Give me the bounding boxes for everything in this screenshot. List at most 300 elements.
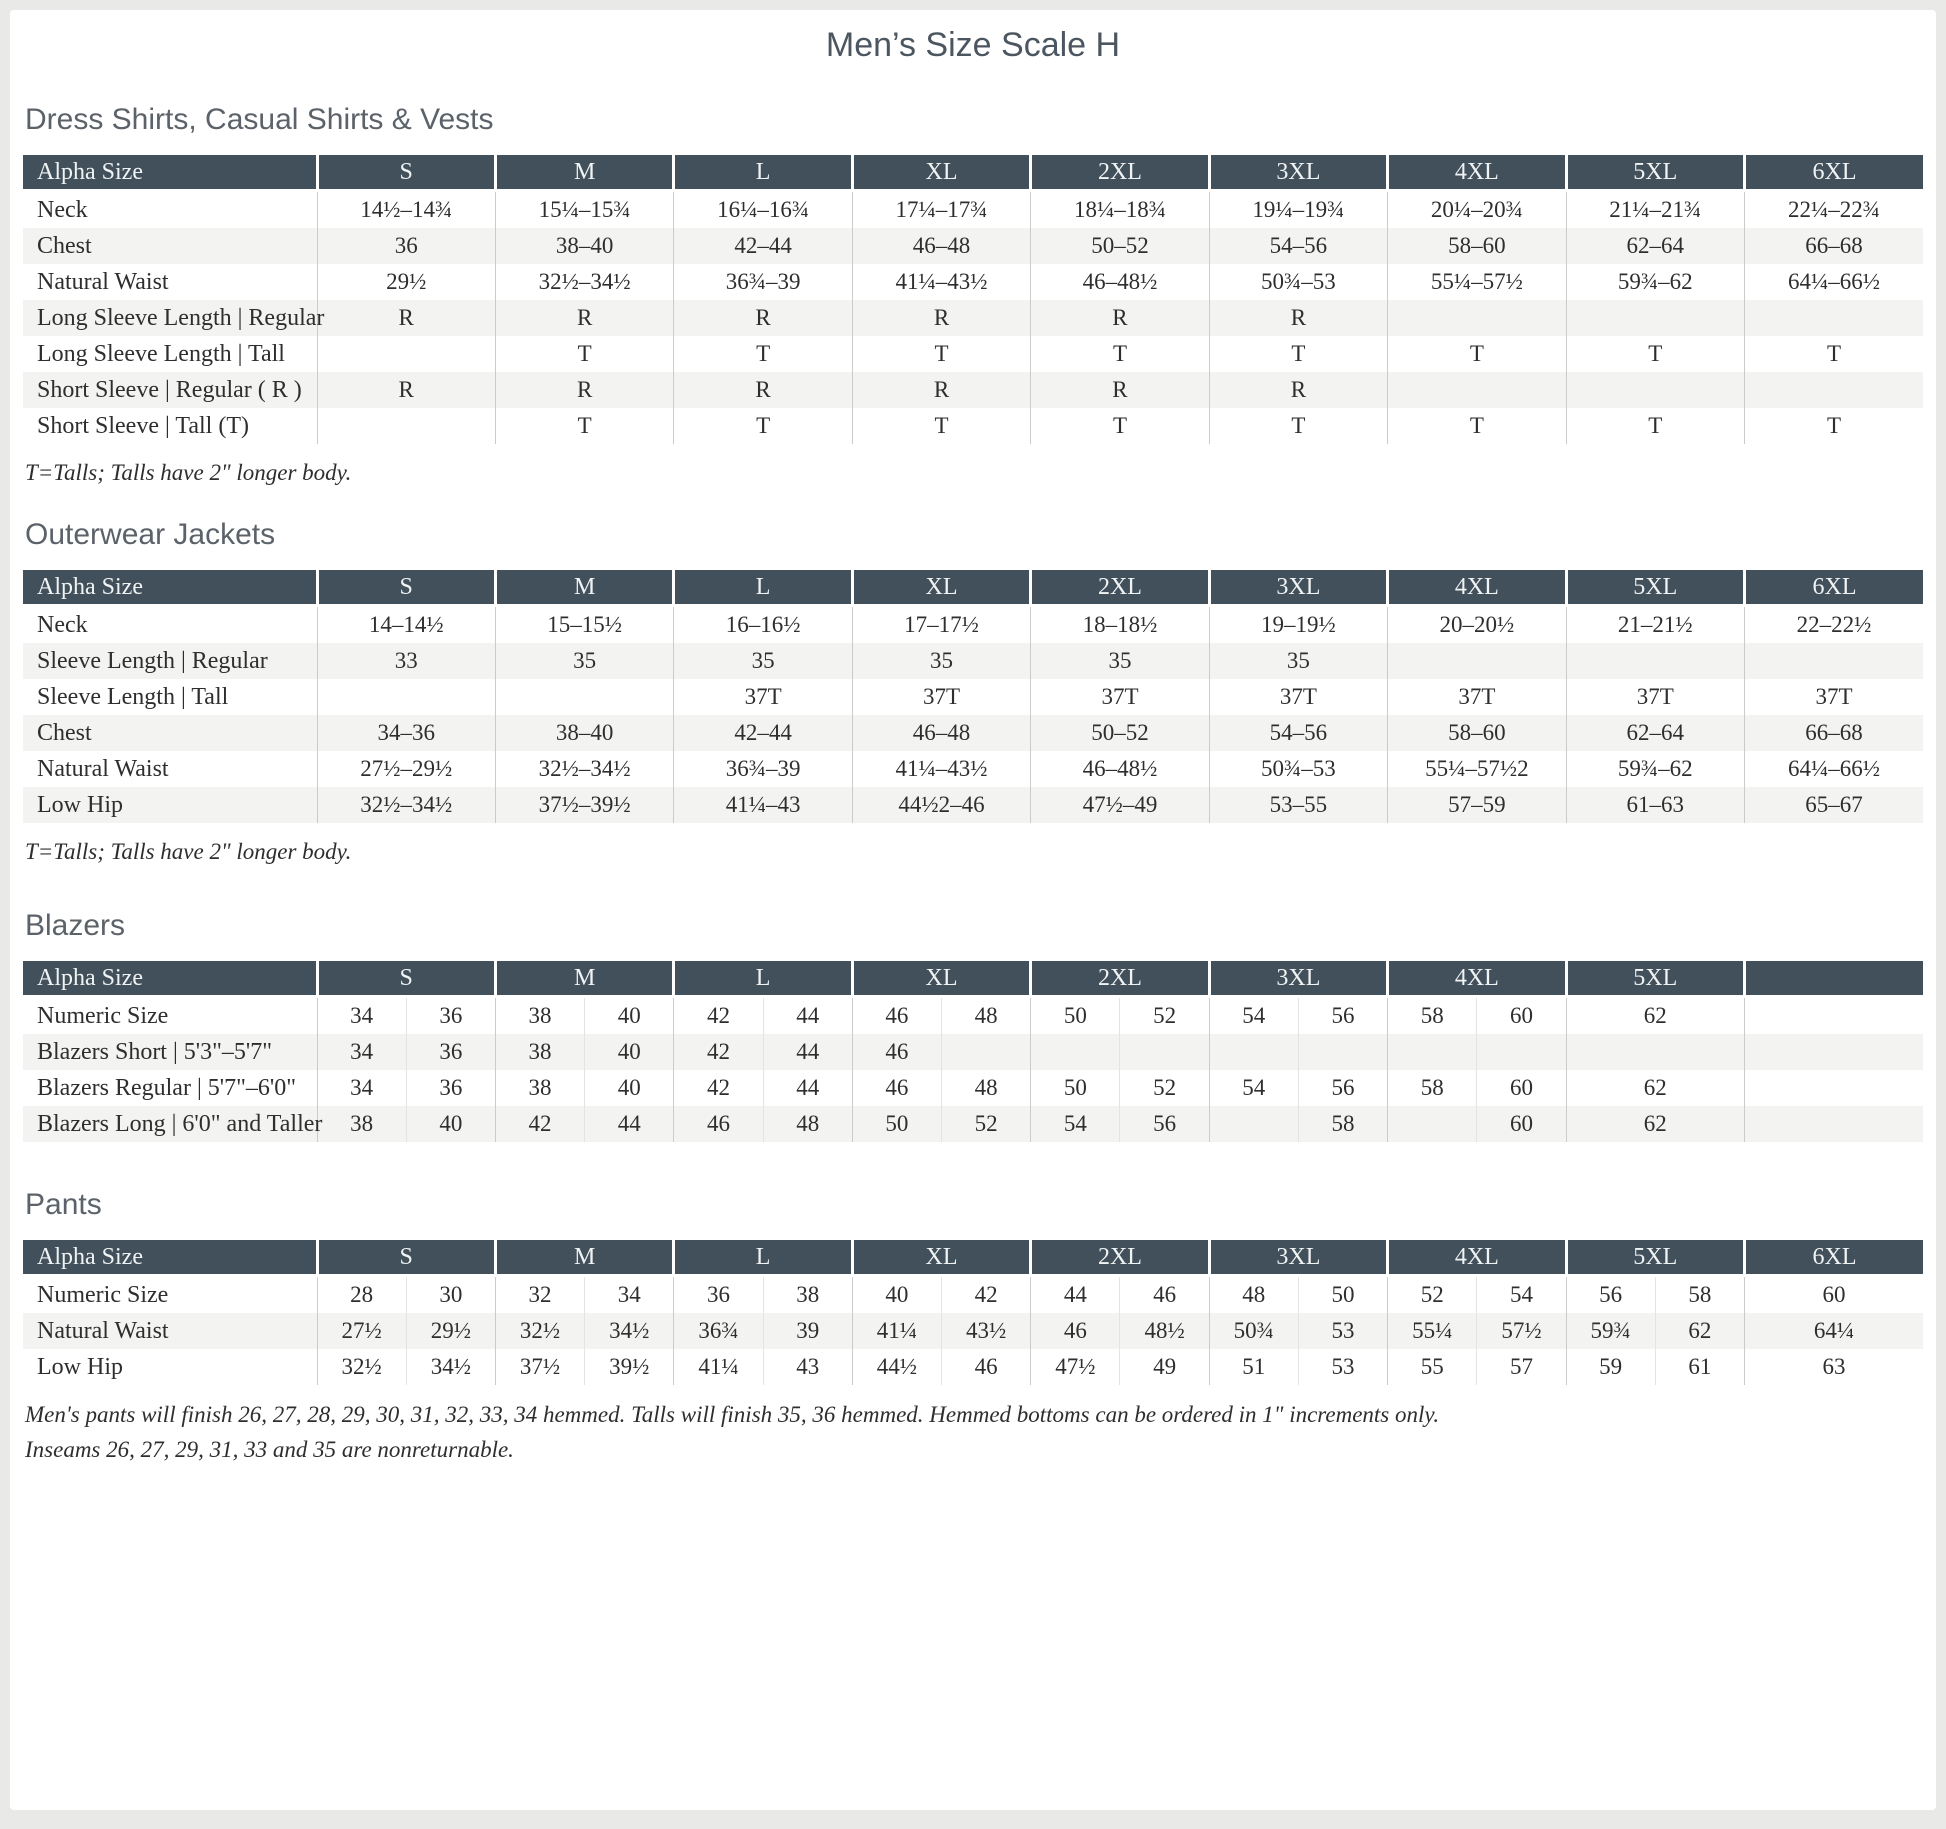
size-cell: 35 [1209,643,1387,679]
size-cell: 57½ [1477,1313,1566,1349]
pants-footnotes [23,1399,1923,1465]
size-cell: T [1209,336,1387,372]
size-cell: 52 [1120,997,1209,1035]
size-cell: 62 [1566,997,1744,1035]
column-header: 5XL [1566,570,1744,606]
size-cell: 40 [585,1070,674,1106]
size-cell: 55 [1388,1349,1477,1385]
size-cell: 36¾ [674,1313,763,1349]
row-label: Low Hip [37,791,123,818]
size-cell: 18¼–18¾ [1031,191,1209,229]
size-cell: R [317,372,495,408]
size-cell [1745,300,1924,336]
size-cell: 38 [495,997,584,1035]
size-cell: T [1209,408,1387,444]
size-cell: T [1566,336,1744,372]
alpha-size-header: Alpha Size [23,961,317,997]
row-label: Short Sleeve | Regular ( R ) [37,376,302,403]
size-cell: R [1209,300,1387,336]
table-row [23,1034,1923,1070]
size-cell: 42 [674,1034,763,1070]
size-cell: 56 [1566,1276,1655,1314]
size-cell: 60 [1477,997,1566,1035]
size-cell: 50–52 [1031,715,1209,751]
section-heading-dress-shirts: Dress Shirts, Casual Shirts & Vests [25,103,494,136]
size-cell: 49 [1120,1349,1209,1385]
size-cell: 46 [852,997,941,1035]
size-cell: 50¾–53 [1209,264,1387,300]
page-title: Men’s Size Scale H [825,26,1121,64]
size-cell: 58 [1388,997,1477,1035]
column-header: 6XL [1745,155,1924,191]
size-cell: 35 [495,643,673,679]
table-row [23,1276,1923,1314]
size-cell: 55¼–57½2 [1388,751,1566,787]
outerwear-table-mount [23,570,1923,823]
column-header: S [317,1240,495,1276]
size-cell: 42–44 [674,228,852,264]
row-label: Chest [37,719,92,746]
size-cell: 18–18½ [1031,606,1209,644]
table-row [23,715,1923,751]
size-table [23,1240,1923,1385]
size-cell: 29½ [406,1313,495,1349]
column-header: XL [852,1240,1030,1276]
size-cell: R [852,300,1030,336]
size-cell [1031,1034,1120,1070]
column-header: 3XL [1209,155,1387,191]
size-cell [1388,300,1566,336]
row-label: Natural Waist [37,268,169,295]
column-header: 6XL [1745,1240,1924,1276]
size-cell: 64¼ [1745,1313,1924,1349]
size-cell: 22–22½ [1745,606,1924,644]
dress-shirts-table-mount [23,155,1923,444]
column-header: L [674,1240,852,1276]
size-cell: 54–56 [1209,228,1387,264]
size-cell: 16–16½ [674,606,852,644]
size-cell: 57 [1477,1349,1566,1385]
size-cell: R [317,300,495,336]
size-cell: 56 [1298,997,1387,1035]
size-cell: 37T [1566,679,1744,715]
size-cell-empty [1745,1106,1924,1142]
size-cell: 37T [1209,679,1387,715]
size-cell: 40 [585,997,674,1035]
size-cell: R [852,372,1030,408]
size-cell: 34–36 [317,715,495,751]
size-cell [1209,1106,1298,1142]
talls-note-outerwear: T=Talls; Talls have 2" longer body. [25,839,352,865]
size-cell: 32½ [495,1313,584,1349]
row-label: Sleeve Length | Tall [37,683,229,710]
size-cell: 46–48 [852,228,1030,264]
size-cell: 29½ [317,264,495,300]
row-label: Low Hip [37,1353,123,1380]
size-cell: 53–55 [1209,787,1387,823]
size-cell: T [495,336,673,372]
section-heading-pants: Pants [25,1188,102,1222]
size-cell: 37½–39½ [495,787,673,823]
size-cell: 36 [317,228,495,264]
size-cell: 64¼–66½ [1745,751,1924,787]
section-pants [23,1188,1923,1465]
column-header: L [674,570,852,606]
size-cell: 35 [674,643,852,679]
column-header: 6XL [1745,570,1924,606]
size-cell: 44 [763,1034,852,1070]
size-cell: 39½ [585,1349,674,1385]
size-cell: 35 [852,643,1030,679]
size-cell [1566,300,1744,336]
row-label: Numeric Size [37,1281,169,1308]
column-header: 4XL [1388,1240,1566,1276]
size-cell: 47½–49 [1031,787,1209,823]
size-cell [1209,1034,1298,1070]
blazers-table-mount [23,961,1923,1142]
size-cell: 28 [317,1276,406,1314]
column-header: 4XL [1388,155,1566,191]
size-cell: 37T [674,679,852,715]
size-cell: 41¼–43½ [852,751,1030,787]
size-cell: 59¾–62 [1566,264,1744,300]
size-cell: 44 [585,1106,674,1142]
size-cell: 36 [674,1276,763,1314]
column-header: 3XL [1209,1240,1387,1276]
size-cell: 37T [1745,679,1924,715]
size-cell-empty [1745,1070,1924,1106]
column-header: 2XL [1031,155,1209,191]
section-heading-outerwear: Outerwear Jackets [25,518,276,552]
size-cell: 44½ [852,1349,941,1385]
size-cell: 58–60 [1388,228,1566,264]
size-cell: R [1031,300,1209,336]
size-cell: 48½ [1120,1313,1209,1349]
talls-note-shirts: T=Talls; Talls have 2" longer body. [25,460,352,485]
size-cell [1566,643,1744,679]
size-cell-empty [1745,1034,1924,1070]
size-cell [1388,1034,1477,1070]
table-row [23,751,1923,787]
size-cell [1120,1034,1209,1070]
size-cell [317,679,495,715]
size-cell: T [1745,408,1924,444]
size-cell: 32½–34½ [317,787,495,823]
column-header: M [495,1240,673,1276]
column-header: M [495,570,673,606]
size-cell-empty [1745,997,1924,1035]
column-header: M [495,961,673,997]
table-row [23,1070,1923,1106]
table-row [23,1349,1923,1385]
table-row [23,372,1923,408]
size-cell: 54 [1209,1070,1298,1106]
size-cell: 66–68 [1745,715,1924,751]
table-row [23,1313,1923,1349]
table-row [23,264,1923,300]
size-cell: 62 [1566,1106,1744,1142]
size-cell: 52 [942,1106,1031,1142]
size-cell [1566,372,1744,408]
column-header: 2XL [1031,961,1209,997]
size-cell: 37T [1031,679,1209,715]
size-cell: T [674,336,852,372]
size-cell: 34 [317,1034,406,1070]
size-cell: 43 [763,1349,852,1385]
size-cell: 38 [495,1070,584,1106]
row-label: Numeric Size [37,1002,169,1029]
size-cell: 16¼–16¾ [674,191,852,229]
column-header: S [317,570,495,606]
size-cell: 58 [1388,1070,1477,1106]
size-cell: 38 [495,1034,584,1070]
size-cell: T [1031,408,1209,444]
row-label: Short Sleeve | Tall (T) [37,412,249,439]
size-cell: 46–48½ [1031,264,1209,300]
size-cell: 60 [1477,1070,1566,1106]
size-cell: T [1388,336,1566,372]
column-header: 3XL [1209,961,1387,997]
row-label: Long Sleeve Length | Regular [37,304,325,331]
size-cell: 42 [942,1276,1031,1314]
size-cell [1388,643,1566,679]
row-label: Chest [37,232,92,259]
column-header: M [495,155,673,191]
size-cell: 34 [317,1070,406,1106]
size-cell: 53 [1298,1313,1387,1349]
table-row [23,408,1923,444]
size-cell: 61–63 [1566,787,1744,823]
column-header: 2XL [1031,570,1209,606]
size-cell: 41¼–43 [674,787,852,823]
size-cell [1388,1106,1477,1142]
size-cell [1745,643,1924,679]
size-cell: 15–15½ [495,606,673,644]
size-cell: 36 [406,1070,495,1106]
size-cell: 64¼–66½ [1745,264,1924,300]
size-cell: R [674,300,852,336]
size-cell: 47½ [1031,1349,1120,1385]
table-row [23,191,1923,229]
table-row [23,997,1923,1035]
size-cell: 19–19½ [1209,606,1387,644]
size-cell: 46–48 [852,715,1030,751]
section-outerwear-jackets [23,518,1923,867]
size-cell: 57–59 [1388,787,1566,823]
size-cell [317,408,495,444]
size-cell: 32½–34½ [495,751,673,787]
size-cell: 17¼–17¾ [852,191,1030,229]
size-cell: 54 [1209,997,1298,1035]
pants-inseam-note: Inseams 26, 27, 29, 31, 33 and 35 are nonreturnable. [25,1437,514,1463]
table-row [23,336,1923,372]
size-cell [1298,1034,1387,1070]
size-cell [495,679,673,715]
size-cell: 41¼ [674,1349,763,1385]
size-cell: 34½ [406,1349,495,1385]
size-cell: 32 [495,1276,584,1314]
size-cell: 42 [495,1106,584,1142]
size-cell: 50–52 [1031,228,1209,264]
size-cell: 44 [763,997,852,1035]
alpha-size-header: Alpha Size [23,570,317,606]
table-row [23,787,1923,823]
column-header: XL [852,570,1030,606]
size-cell: 39 [763,1313,852,1349]
size-cell: 42–44 [674,715,852,751]
size-cell: 42 [674,997,763,1035]
size-cell: 62–64 [1566,715,1744,751]
size-cell: 27½ [317,1313,406,1349]
size-cell: 27½–29½ [317,751,495,787]
size-cell: 46 [852,1034,941,1070]
size-cell: 14½–14¾ [317,191,495,229]
table-row [23,643,1923,679]
size-cell: 63 [1745,1349,1924,1385]
header-row [23,155,1923,191]
size-cell: 55¼ [1388,1313,1477,1349]
size-cell: 54–56 [1209,715,1387,751]
size-cell: 62 [1655,1313,1744,1349]
size-cell: 61 [1655,1349,1744,1385]
size-cell: 62–64 [1566,228,1744,264]
size-cell: 52 [1120,1070,1209,1106]
size-cell: 20–20½ [1388,606,1566,644]
size-cell: T [1388,408,1566,444]
size-cell: 54 [1477,1276,1566,1314]
size-cell: 46 [674,1106,763,1142]
table-row [23,1106,1923,1142]
section-dress-shirts [23,103,1923,488]
alpha-size-header: Alpha Size [23,1240,317,1276]
size-cell: 48 [942,997,1031,1035]
size-cell: 43½ [942,1313,1031,1349]
size-cell: 48 [763,1106,852,1142]
size-cell [1745,372,1924,408]
size-cell: 21–21½ [1566,606,1744,644]
size-cell: 51 [1209,1349,1298,1385]
size-cell: 52 [1388,1276,1477,1314]
column-header: S [317,155,495,191]
size-cell: 55¼–57½ [1388,264,1566,300]
size-cell: 36¾–39 [674,264,852,300]
size-cell: 62 [1566,1070,1744,1106]
size-cell: 37T [1388,679,1566,715]
size-cell: 34 [317,997,406,1035]
size-cell: T [1031,336,1209,372]
column-header: XL [852,155,1030,191]
size-cell: 34½ [585,1313,674,1349]
size-table [23,570,1923,823]
size-cell: 17–17½ [852,606,1030,644]
size-cell [1477,1034,1566,1070]
size-cell: T [852,408,1030,444]
size-cell: R [674,372,852,408]
header-row [23,1240,1923,1276]
size-cell: R [495,372,673,408]
table-row [23,228,1923,264]
size-cell: 48 [942,1070,1031,1106]
column-header: S [317,961,495,997]
size-cell: 44 [763,1070,852,1106]
column-header: XL [852,961,1030,997]
size-cell [1566,1034,1744,1070]
size-cell: 50 [1031,1070,1120,1106]
size-cell [942,1034,1031,1070]
row-label: Natural Waist [37,755,169,782]
size-cell: R [495,300,673,336]
size-cell: 54 [1031,1106,1120,1142]
size-cell [317,336,495,372]
size-cell: 59 [1566,1349,1655,1385]
column-header: 3XL [1209,570,1387,606]
size-cell [1388,372,1566,408]
row-label: Blazers Short | 5'3"–5'7" [37,1038,273,1065]
size-cell: 36 [406,997,495,1035]
size-cell: R [1031,372,1209,408]
column-header: 5XL [1566,155,1744,191]
size-cell: 42 [674,1070,763,1106]
size-cell: 21¼–21¾ [1566,191,1744,229]
section-heading-blazers: Blazers [25,909,126,943]
size-cell: 41¼–43½ [852,264,1030,300]
size-cell: 20¼–20¾ [1388,191,1566,229]
size-cell: 50¾–53 [1209,751,1387,787]
size-cell: 35 [1031,643,1209,679]
size-cell: 40 [852,1276,941,1314]
column-header: 4XL [1388,961,1566,997]
size-cell: 36 [406,1034,495,1070]
row-label: Neck [37,611,88,638]
header-row [23,570,1923,606]
table-row [23,679,1923,715]
size-table [23,155,1923,444]
size-cell: 46 [1120,1276,1209,1314]
size-cell: 38–40 [495,228,673,264]
table-row [23,606,1923,644]
size-cell: 34 [585,1276,674,1314]
size-cell: T [674,408,852,444]
row-label: Neck [37,196,88,223]
row-label: Natural Waist [37,1317,169,1344]
column-header-empty [1745,961,1924,997]
size-cell: 32½–34½ [495,264,673,300]
document-page [10,10,1936,1810]
size-cell: 60 [1477,1106,1566,1142]
alpha-size-header: Alpha Size [23,155,317,191]
size-cell: 59¾ [1566,1313,1655,1349]
column-header: L [674,155,852,191]
size-cell: 46 [852,1070,941,1106]
section-blazers [23,909,1923,1142]
size-cell: 46 [1031,1313,1120,1349]
size-cell: 66–68 [1745,228,1924,264]
pants-table-mount [23,1240,1923,1385]
size-cell: 36¾–39 [674,751,852,787]
size-cell: 32½ [317,1349,406,1385]
size-cell: 22¼–22¾ [1745,191,1924,229]
size-cell: T [495,408,673,444]
size-cell: 65–67 [1745,787,1924,823]
pants-hemming-note: Men's pants will finish 26, 27, 28, 29, 30, 31, 32, 33, 34 hemmed. Talls will finish 35, 36 hemmed. Hemmed bottoms can be ordered in 1" increments only. [25,1402,1440,1428]
size-cell: 38–40 [495,715,673,751]
size-cell: 59¾–62 [1566,751,1744,787]
size-cell: 58 [1298,1106,1387,1142]
size-cell: 38 [317,1106,406,1142]
size-cell: 40 [406,1106,495,1142]
size-cell: 40 [585,1034,674,1070]
size-cell: 58–60 [1388,715,1566,751]
